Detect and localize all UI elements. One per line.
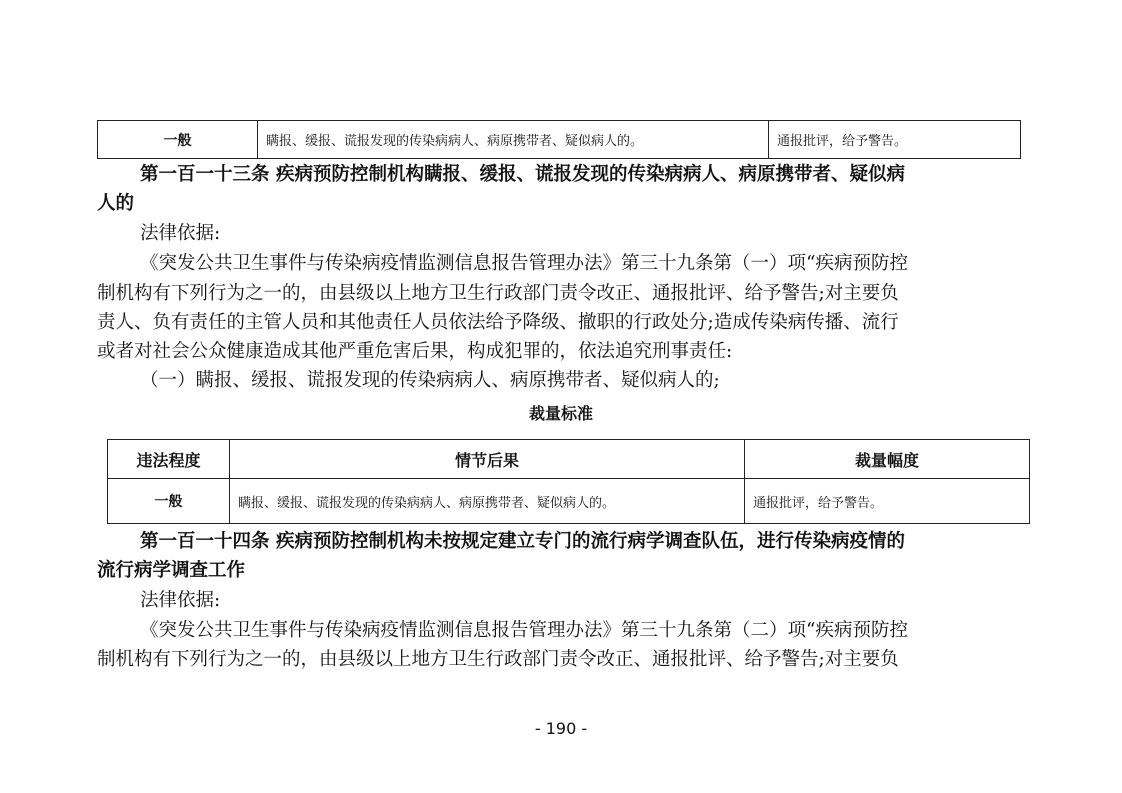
article-114-heading-line-2: 流行病学调查工作 (97, 560, 246, 581)
page-number: - 190 - (534, 719, 588, 738)
penalty-range-cell: 通报批评，给予警告。 (769, 121, 1021, 159)
header-violation-level: 违法程度 (108, 440, 230, 479)
table-row (98, 121, 1021, 159)
legal-basis-label: 法律依据: (140, 590, 221, 611)
legal-basis-text-line-3: 责人、负有责任的主管人员和其他责任人员依法给予降级、撤职的行政处分;造成传染病传播、流行 (97, 312, 899, 333)
discretion-table (107, 439, 1030, 524)
legal-basis-label: 法律依据: (140, 223, 221, 244)
penalty-range-cell: 通报批评，给予警告。 (745, 479, 1030, 524)
discretion-standard-title: 裁量标准 (528, 404, 593, 423)
violation-level-cell: 一般 (98, 121, 258, 159)
legal-basis-text-line-2: 制机构有下列行为之一的，由县级以上地方卫生行政部门责令改正、通报批评、给予警告;对主要负 (97, 283, 899, 304)
article-114-heading-line-1: 第一百一十四条 疾病预防控制机构未按规定建立专门的流行病学调查队伍，进行传染病疫情的 (140, 531, 905, 552)
circumstance-cell: 瞒报、缓报、谎报发现的传染病病人、病原携带者、疑似病人的。 (230, 479, 745, 524)
article-113-heading-line-1: 第一百一十三条 疾病预防控制机构瞒报、缓报、谎报发现的传染病病人、病原携带者、疑似病 (140, 164, 905, 185)
table-header-row (108, 440, 1030, 479)
header-penalty-range: 裁量幅度 (745, 440, 1030, 479)
legal-item-one: （一）瞒报、缓报、谎报发现的传染病病人、病原携带者、疑似病人的; (140, 370, 720, 391)
header-circumstance: 情节后果 (230, 440, 745, 479)
violation-level-cell: 一般 (108, 479, 230, 524)
legal-basis-text-line-1: 《突发公共卫生事件与传染病疫情监测信息报告管理办法》第三十九条第（二）项“疾病预防控 (140, 620, 908, 641)
discretion-table-top (97, 120, 1021, 159)
legal-basis-text-line-4: 或者对社会公众健康造成其他严重危害后果，构成犯罪的，依法追究刑事责任: (97, 341, 733, 362)
table-row (108, 479, 1030, 524)
legal-basis-text-line-1: 《突发公共卫生事件与传染病疫情监测信息报告管理办法》第三十九条第（一）项“疾病预防控 (140, 253, 908, 274)
circumstance-cell: 瞒报、缓报、谎报发现的传染病病人、病原携带者、疑似病人的。 (258, 121, 769, 159)
legal-basis-text-line-2: 制机构有下列行为之一的，由县级以上地方卫生行政部门责令改正、通报批评、给予警告;对主要负 (97, 649, 899, 670)
article-113-heading-line-2: 人的 (97, 193, 135, 214)
